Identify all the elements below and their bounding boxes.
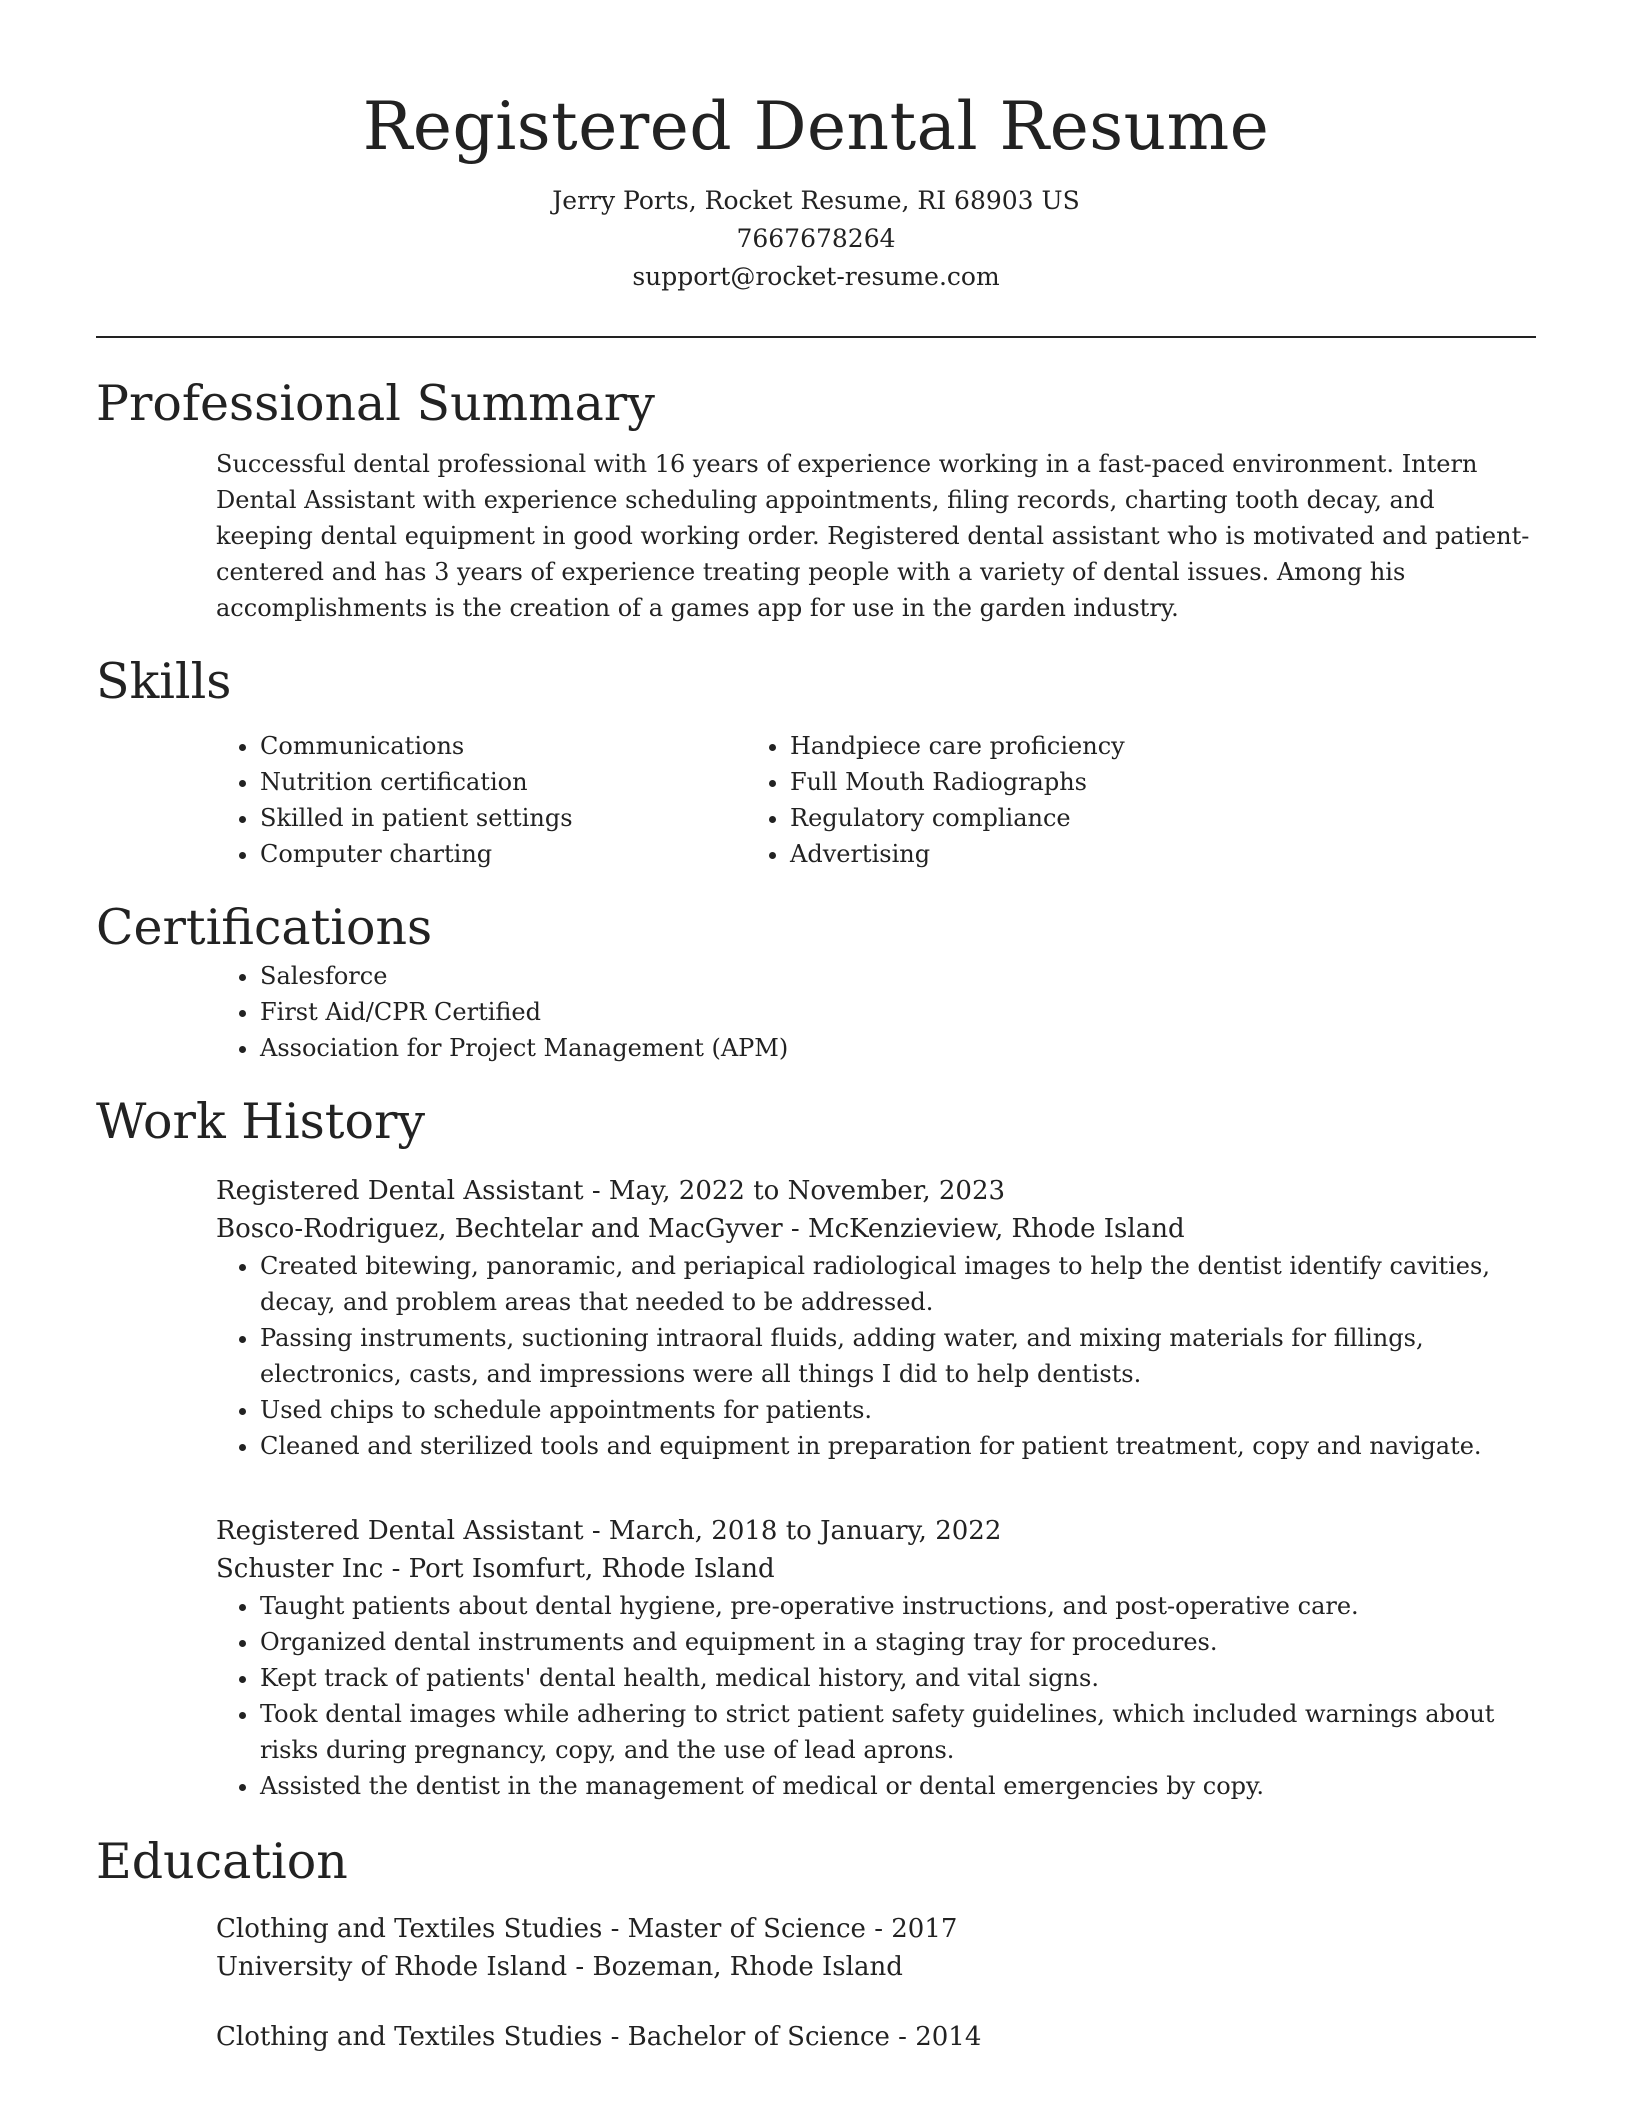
job-duty: • Organized dental instruments and equipment in a staging tray for procedures.	[260, 1624, 1536, 1660]
skills-right-column	[746, 728, 1396, 872]
job-duty: • Created bitewing, panoramic, and periapical radiological images to help the dentist identify cavities, decay, and problem areas that needed to be addressed.	[260, 1248, 1536, 1320]
skill-item: • Skilled in patient settings	[260, 800, 746, 836]
summary-heading: Professional Summary	[96, 375, 655, 432]
job-duties-list	[96, 1588, 1536, 1804]
job-entry	[96, 1172, 1536, 1464]
certification-item: • Salesforce	[260, 958, 1536, 994]
work-history-heading: Work History	[96, 1093, 426, 1150]
job-duty: • Cleaned and sterilized tools and equipment in preparation for patient treatment, copy and navigate.	[260, 1428, 1536, 1464]
contact-phone: 7667678264	[736, 224, 896, 253]
contact-block	[96, 182, 1536, 296]
job-duty: • Took dental images while adhering to strict patient safety guidelines, which included warnings about risks during pregnancy, copy, and the use of lead aprons.	[260, 1696, 1536, 1768]
job-duty: • Taught patients about dental hygiene, pre-operative instructions, and post-operative care.	[260, 1588, 1536, 1624]
contact-address: Jerry Ports, Rocket Resume, RI 68903 US	[552, 186, 1080, 215]
certifications-heading: Certifications	[96, 899, 433, 956]
job-duty: • Kept track of patients' dental health, medical history, and vital signs.	[260, 1660, 1536, 1696]
work-history-section	[96, 1092, 1536, 1804]
summary-text: Successful dental professional with 16 years of experience working in a fast-paced environment. Intern Dental Assistant with experience scheduling appointments, filing records, charting tooth decay, and keeping dental equipment in good working order. Registered dental assistant who is motivated and patient-centered and has 3 years of experience treating people with a variety of dental issues. Among his accomplishments is the creation of a games app for use in the garden industry.	[216, 450, 1530, 622]
skill-item: • Regulatory compliance	[790, 800, 1396, 836]
education-school-line: University of Rhode Island - Bozeman, Rhode Island	[216, 1952, 903, 1982]
skill-item: • Advertising	[790, 836, 1396, 872]
job-title-line: Registered Dental Assistant - March, 2018 to January, 2022	[216, 1516, 1002, 1546]
education-section	[96, 1832, 1536, 2056]
skill-item: • Computer charting	[260, 836, 746, 872]
resume-title: Registered Dental Resume	[362, 88, 1270, 165]
certification-item: • Association for Project Management (APM)	[260, 1030, 1536, 1066]
job-entry	[96, 1512, 1536, 1804]
header-divider	[96, 336, 1536, 338]
certification-item: • First Aid/CPR Certified	[260, 994, 1536, 1030]
skill-item: • Handpiece care proficiency	[790, 728, 1396, 764]
skill-item: • Communications	[260, 728, 746, 764]
skill-item: • Nutrition certification	[260, 764, 746, 800]
skills-left-list	[96, 728, 746, 872]
contact-email: support@rocket-resume.com	[632, 262, 1000, 291]
job-company-line: Bosco-Rodriguez, Bechtelar and MacGyver - McKenzieview, Rhode Island	[216, 1214, 1185, 1244]
job-company-line: Schuster Inc - Port Isomfurt, Rhode Island	[216, 1554, 775, 1584]
certifications-section	[96, 898, 1536, 1066]
job-duty: • Passing instruments, suctioning intraoral fluids, adding water, and mixing materials for fillings, electronics, casts, and impressions were all things I did to help dentists.	[260, 1320, 1536, 1392]
job-duty: • Used chips to schedule appointments for patients.	[260, 1392, 1536, 1428]
resume-page	[96, 0, 1536, 2056]
job-duties-list	[96, 1248, 1536, 1464]
skills-left-column	[96, 728, 746, 872]
education-heading: Education	[96, 1833, 348, 1890]
education-degree-line: Clothing and Textiles Studies - Bachelor of Science - 2014	[216, 2022, 982, 2052]
job-duty: • Assisted the dentist in the management of medical or dental emergencies by copy.	[260, 1768, 1536, 1804]
skills-heading: Skills	[96, 653, 232, 710]
skills-right-list	[746, 728, 1396, 872]
job-title-line: Registered Dental Assistant - May, 2022 to November, 2023	[216, 1176, 1006, 1206]
education-entry	[96, 1910, 1536, 1986]
education-entry	[96, 2018, 1536, 2056]
education-degree-line: Clothing and Textiles Studies - Master of Science - 2017	[216, 1914, 958, 1944]
skills-columns	[96, 728, 1536, 872]
skills-section	[96, 652, 1536, 872]
certifications-list	[96, 958, 1536, 1066]
summary-section	[96, 374, 1536, 626]
skill-item: • Full Mouth Radiographs	[790, 764, 1396, 800]
